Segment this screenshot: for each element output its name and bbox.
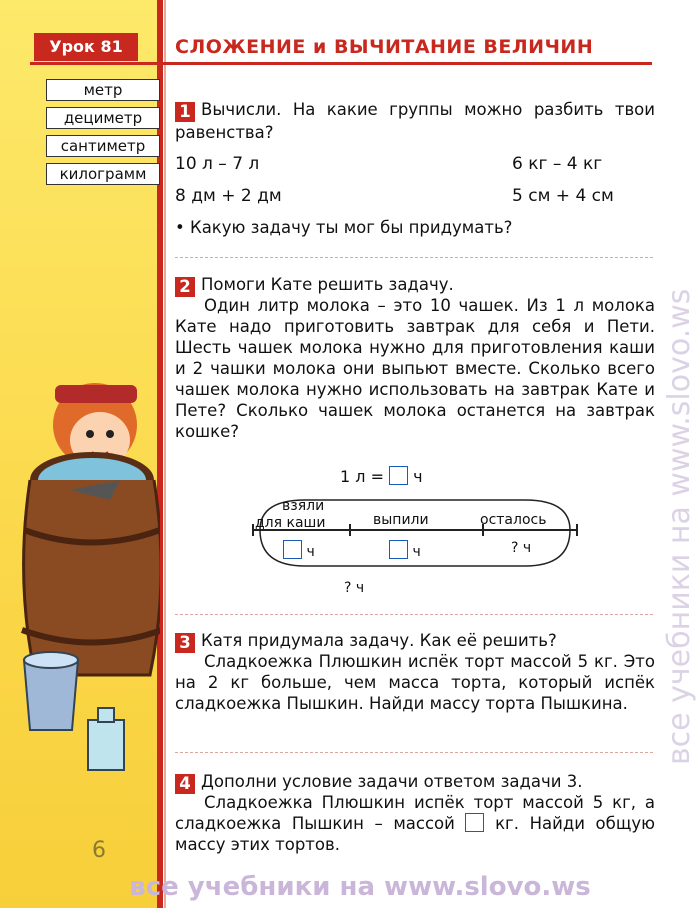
task-number: 3 xyxy=(175,633,195,653)
task-4-heading-text: Дополни условие задачи ответом задачи 3. xyxy=(201,772,583,791)
task-1-question xyxy=(175,217,655,238)
margin-divider-thin xyxy=(164,0,166,908)
task-2-heading-text: Помоги Кате решить задачу. xyxy=(201,275,454,294)
bottle xyxy=(88,720,124,770)
answer-box[interactable] xyxy=(389,466,408,485)
task-number: 4 xyxy=(175,774,195,794)
vocab-word: килограмм xyxy=(46,163,160,185)
task-3-heading xyxy=(175,630,655,653)
segment-label: осталось xyxy=(480,512,547,528)
task-separator xyxy=(175,257,653,258)
segment-label: взяли xyxy=(282,498,325,514)
watermark: все учебники на www.slovo.ws xyxy=(129,872,591,902)
page-title: СЛОЖЕНИЕ и ВЫЧИТАНИЕ ВЕЛИЧИН xyxy=(175,36,594,58)
liter-label: 1 л = xyxy=(340,467,384,486)
vocab-word: дециметр xyxy=(46,107,160,129)
segment-answer xyxy=(389,540,421,560)
task-separator xyxy=(175,614,653,615)
task-number: 1 xyxy=(175,102,195,122)
liter-equation xyxy=(340,466,423,486)
task-4-body-a: Сладкоежка Плюшкин испёк торт массой 5 кг, а сладкоежка Пышкин – массой xyxy=(175,793,655,833)
header-rule xyxy=(30,62,652,65)
page-number: 6 xyxy=(92,838,106,863)
segment-answer xyxy=(511,540,531,556)
unit-label: ч xyxy=(413,467,423,486)
equation: 10 л – 7 л xyxy=(175,154,260,174)
unit-label: ч xyxy=(412,544,421,560)
total-answer xyxy=(344,580,364,596)
equation: 6 кг – 4 кг xyxy=(512,154,603,174)
unit-label: ч xyxy=(522,540,532,556)
question-mark: ? xyxy=(344,580,352,596)
question-text: Какую задачу ты мог бы придумать? xyxy=(189,218,513,237)
question-mark: ? xyxy=(511,540,519,556)
segment-label: для каши xyxy=(255,515,326,531)
task-2-body: Один литр молока – это 10 чашек. Из 1 л молока Кате надо приготовить завтрак для себя и Пети. Шесть чашек молока нужно для приготовления каши и 2 чашки молока они выпьют вместе. Сколько всего чашек молока нужно использовать на завтрак Кате и Пете? Сколько чашек молока останется на завтрак кошке? xyxy=(175,296,655,441)
vocab-word: сантиметр xyxy=(46,135,160,157)
task-separator xyxy=(175,752,653,753)
unit-label: ч xyxy=(355,580,365,596)
unit-label: ч xyxy=(306,544,315,560)
bullet: • xyxy=(175,218,185,237)
task-2-heading xyxy=(175,274,655,297)
boy-barrel-illustration xyxy=(0,330,160,780)
answer-box[interactable] xyxy=(465,813,484,832)
answer-box[interactable] xyxy=(389,540,408,559)
task-4-heading xyxy=(175,771,655,794)
answer-box[interactable] xyxy=(283,540,302,559)
lesson-badge: Урок 81 xyxy=(34,33,138,61)
segment-label: выпили xyxy=(373,512,429,528)
segment-answer xyxy=(283,540,315,560)
equation: 8 дм + 2 дм xyxy=(175,186,282,206)
vocab-word: метр xyxy=(46,79,160,101)
task-number: 2 xyxy=(175,277,195,297)
equation: 5 см + 4 см xyxy=(512,186,614,206)
task-1-text: Вычисли. На какие группы можно разбить твои равенства? xyxy=(175,100,655,142)
task-4-body xyxy=(175,792,655,855)
barrel-body xyxy=(24,480,160,675)
task-3-body: Сладкоежка Плюшкин испёк торт массой 5 кг. Это на 2 кг больше, чем масса торта, который испёк сладкоежка Пышкин. Найди массу торта Пышкина. xyxy=(175,652,655,713)
watermark-vertical: все учебники на www.slovo.ws xyxy=(662,288,697,765)
task-3-heading-text: Катя придумала задачу. Как её решить? xyxy=(201,631,557,650)
bucket xyxy=(24,660,78,730)
task-1 xyxy=(175,99,655,143)
task-4-body-b: кг. Найди общую массу этих тортов. xyxy=(175,814,656,854)
